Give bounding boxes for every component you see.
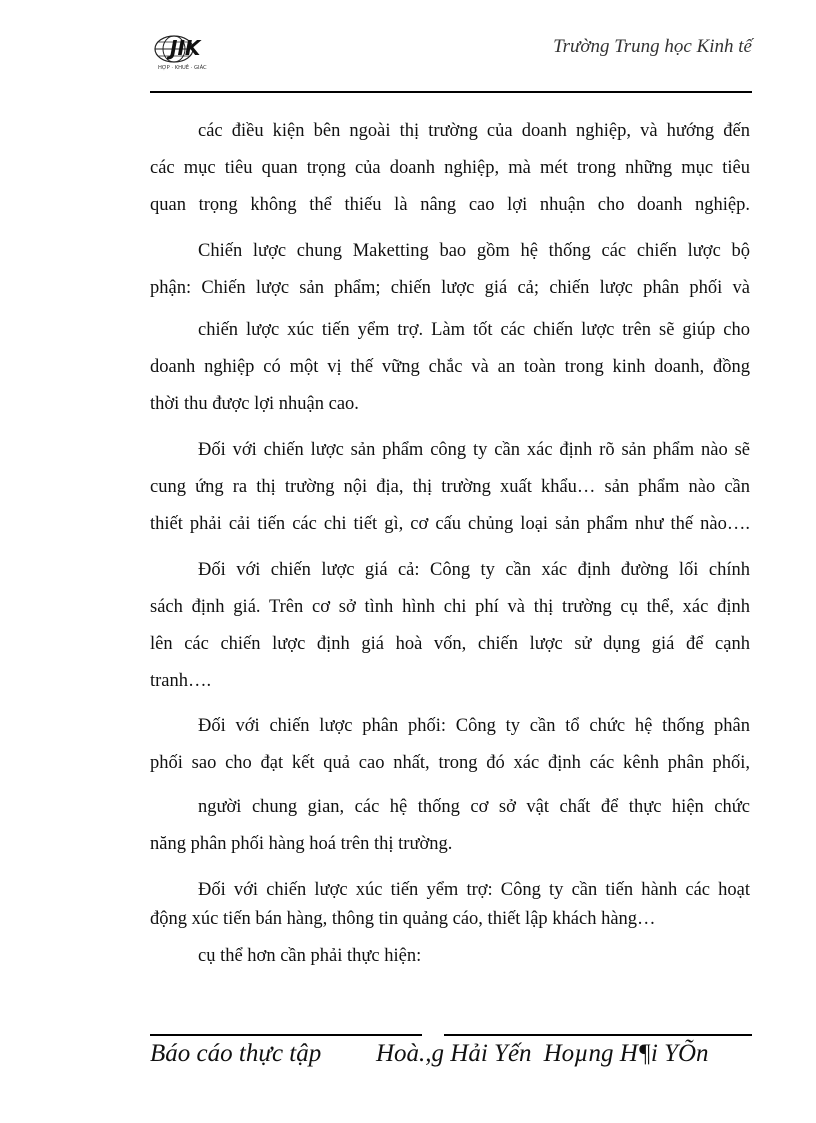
body-line: phận: Chiến lược sản phẩm; chiến lược giá cả; chiến lược phân phối và [150, 278, 750, 298]
body-line: thời thu được lợi nhuận cao. [150, 394, 359, 414]
body-line: lên các chiến lược định giá hoà vốn, chiến lược sử dụng giá để cạnh [150, 634, 750, 654]
body-line: người chung gian, các hệ thống cơ sở vật chất để thực hiện chức [198, 797, 750, 817]
body-line: doanh nghiệp có một vị thế vững chắc và an toàn trong kinh doanh, đồng [150, 357, 750, 377]
body-line: sách định giá. Trên cơ sở tình hình chi phí và thị trường cụ thể, xác định [150, 597, 750, 617]
body-line: các điều kiện bên ngoài thị trường của doanh nghiệp, và hướng đến [198, 121, 750, 141]
body-line: năng phân phối hàng hoá trên thị trường. [150, 834, 453, 854]
body-line: Đối với chiến lược sản phẩm công ty cần xác định rõ sản phẩm nào sẽ [198, 440, 750, 460]
body-line: cung ứng ra thị trường nội địa, thị trường xuất khẩu… sản phẩm nào cần [150, 477, 750, 497]
footer-author-name-garbled: Hoµng H¶i YÕn [543, 1040, 709, 1067]
footer-author [376, 1040, 709, 1068]
body-line: tranh…. [150, 671, 212, 691]
logo-subtext: HỢP · KHUÊ · GIÁC [158, 65, 207, 71]
body-line: thiết phải cải tiến các chi tiết gì, cơ cấu chủng loại sản phẩm như thế nào…. [150, 514, 750, 534]
body-line: quan trọng không thể thiếu là nâng cao lợi nhuận cho doanh nghiệp. [150, 195, 750, 215]
body-line: cụ thể hơn cần phải thực hiện: [198, 946, 422, 966]
body-line: các mục tiêu quan trọng của doanh nghiệp, mà mét trong những mục tiêu [150, 158, 750, 178]
school-logo [150, 30, 222, 72]
body-line: Đối với chiến lược xúc tiến yểm trợ: Công ty cần tiến hành các hoạt [198, 880, 750, 900]
body-line: Đối với chiến lược giá cả: Công ty cần xác định đường lối chính [198, 560, 750, 580]
footer-report-title: Báo cáo thực tập [150, 1040, 322, 1067]
footer-divider-right [444, 1034, 752, 1036]
body-line: Chiến lược chung Maketting bao gồm hệ thống các chiến lược bộ [198, 241, 750, 261]
body-line: chiến lược xúc tiến yểm trợ. Làm tốt các chiến lược trên sẽ giúp cho [198, 320, 750, 340]
header-divider [150, 91, 752, 93]
body-line: Đối với chiến lược phân phối: Công ty cần tổ chức hệ thống phân [198, 716, 750, 736]
footer-divider-left [150, 1034, 422, 1036]
logo-text: JIK [170, 36, 201, 60]
footer-author-name: Hoà.,g Hải Yến [376, 1040, 532, 1067]
body-line: phối sao cho đạt kết quả cao nhất, trong đó xác định các kênh phân phối, [150, 753, 750, 773]
body-line: động xúc tiến bán hàng, thông tin quảng cáo, thiết lập khách hàng… [150, 909, 656, 929]
header-title: Trường Trung học Kinh tế [553, 36, 752, 57]
